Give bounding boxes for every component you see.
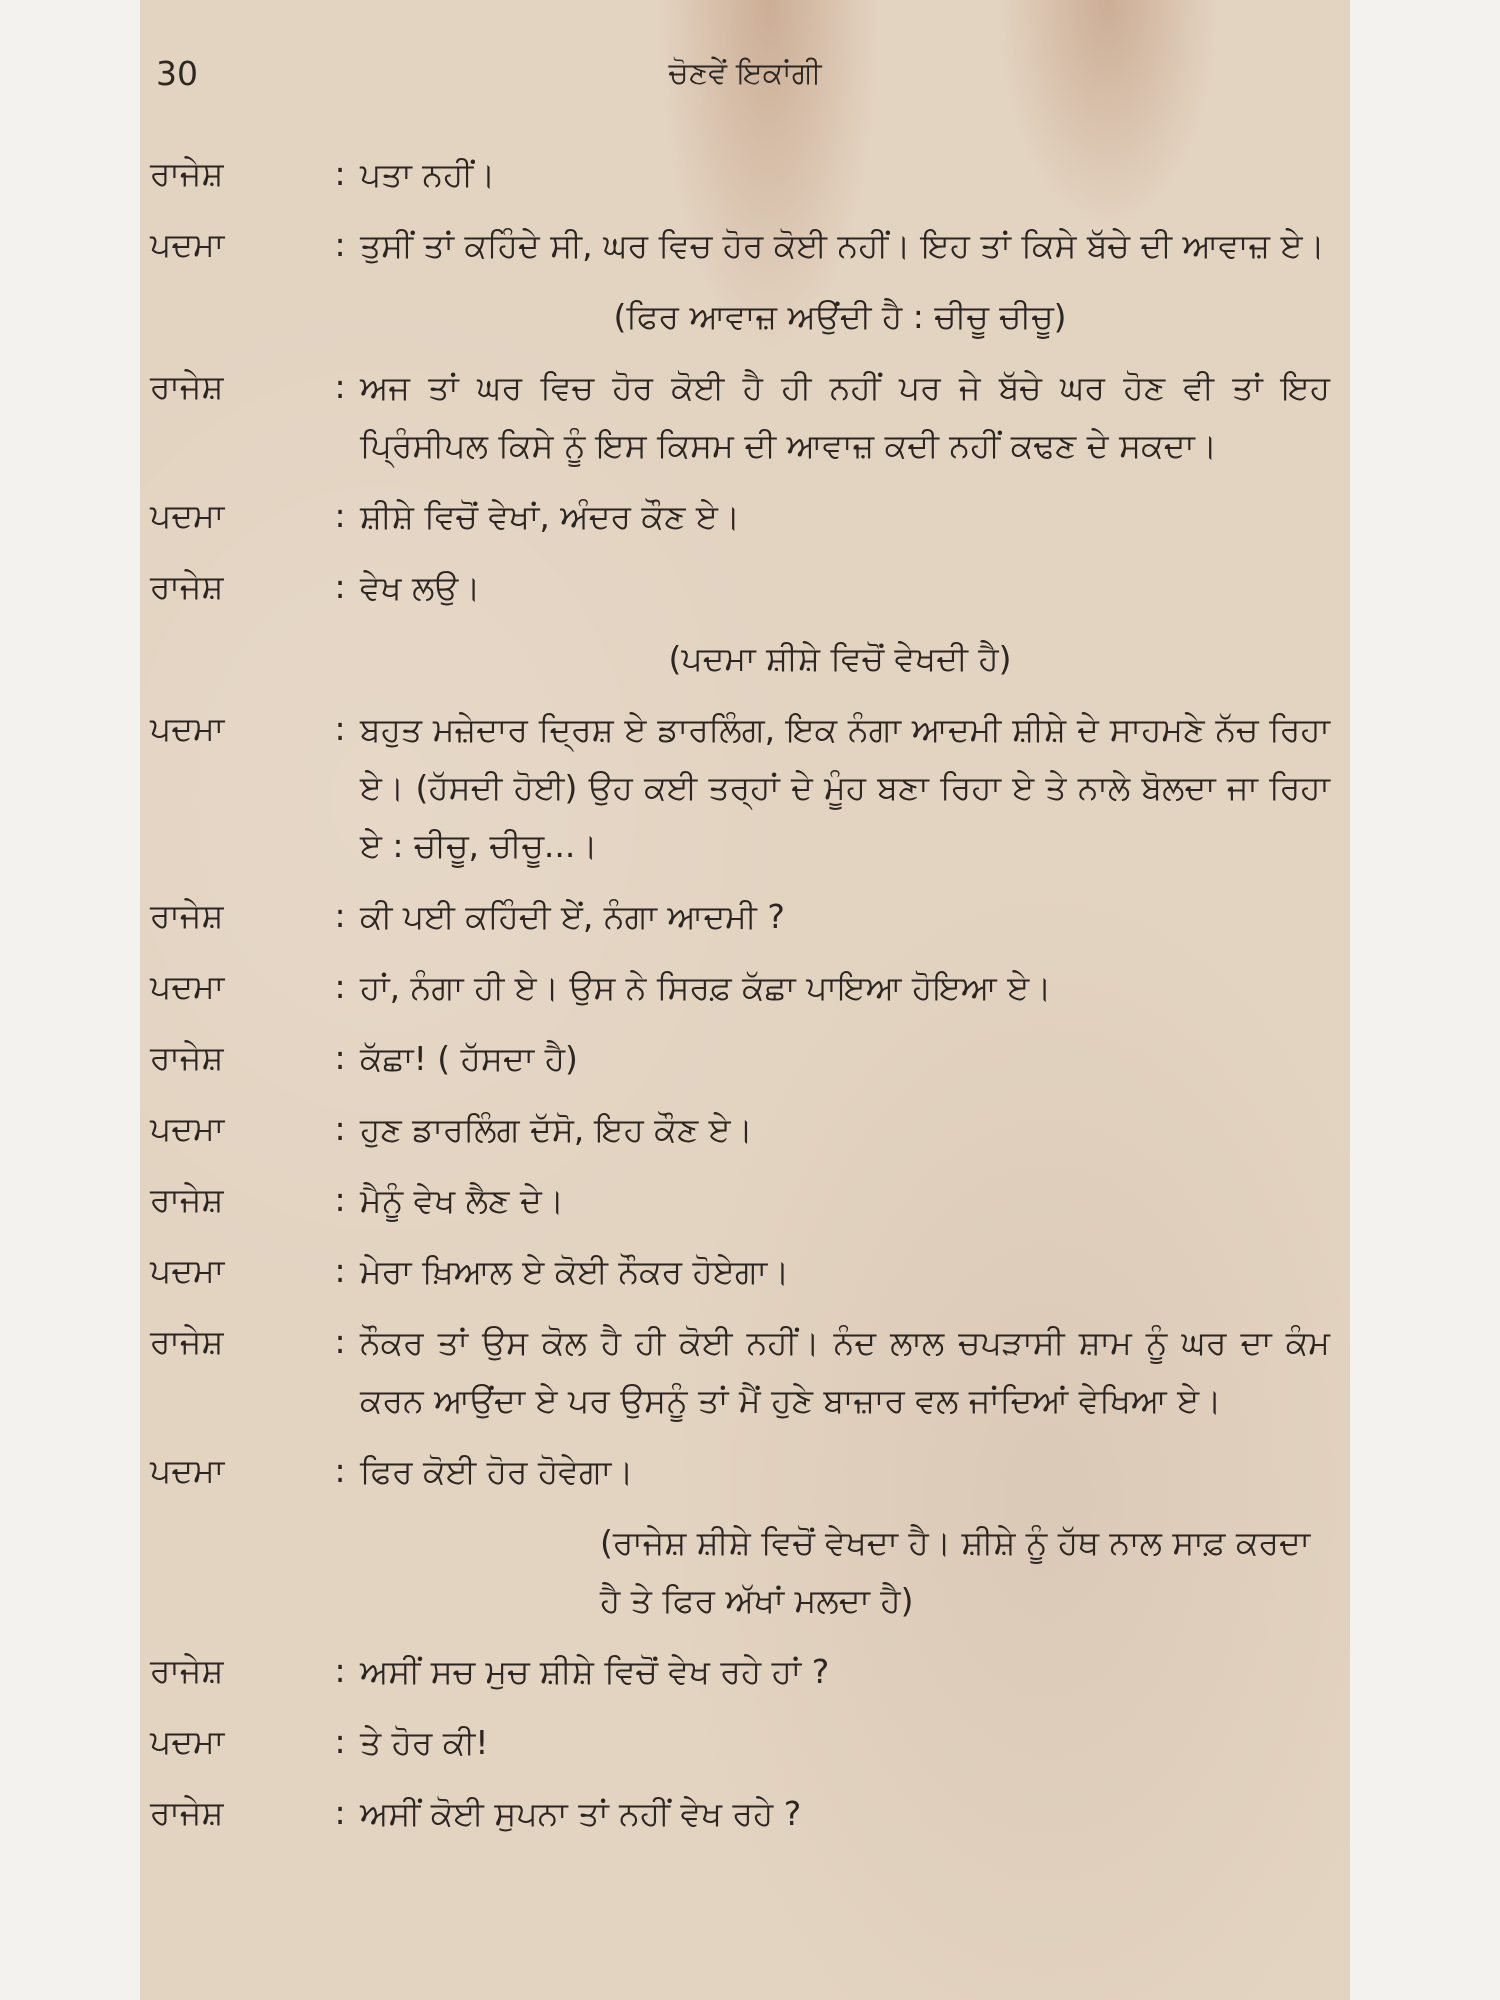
dialogue-line <box>150 488 1330 546</box>
dialogue-text: ਕੱਛਾ! ( ਹੱਸਦਾ ਹੈ) <box>360 1039 578 1078</box>
dialogue-line <box>150 559 1330 617</box>
speaker-colon: : <box>334 896 346 935</box>
book-page <box>140 0 1350 2000</box>
page-number: 30 <box>156 54 198 93</box>
speaker-name: ਪਦਮਾ <box>150 225 225 264</box>
speaker-colon: : <box>334 1180 346 1219</box>
dialogue-text: ਹਾਂ, ਨੰਗਾ ਹੀ ਏ। ਉਸ ਨੇ ਸਿਰਫ਼ ਕੱਛਾ ਪਾਇਆ ਹੋਇਆ ਏ। <box>360 968 1052 1007</box>
dialogue-line <box>150 1314 1330 1430</box>
speaker-name: ਪਦਮਾ <box>150 1722 225 1761</box>
dialogue-line <box>150 217 1330 275</box>
dialogue-text: ਤੁਸੀਂ ਤਾਂ ਕਹਿੰਦੇ ਸੀ, ਘਰ ਵਿਚ ਹੋਰ ਕੋਈ ਨਹੀਂ। ਇਹ ਤਾਂ ਕਿਸੇ ਬੱਚੇ ਦੀ ਆਵਾਜ਼ ਏ। <box>360 226 1325 265</box>
running-title: ਚੋਣਵੇਂ ਇਕਾਂਗੀ <box>668 56 822 91</box>
speaker-name: ਪਦਮਾ <box>150 1451 225 1490</box>
dialogue-line <box>150 1643 1330 1701</box>
dialogue-text: ਬਹੁਤ ਮਜ਼ੇਦਾਰ ਦ੍ਰਿਸ਼ ਏ ਡਾਰਲਿੰਗ, ਇਕ ਨੰਗਾ ਆਦਮੀ ਸ਼ੀਸ਼ੇ ਦੇ ਸਾਹਮਣੇ ਨੱਚ ਰਿਹਾ ਏ। (ਹੱਸਦੀ ਹੋਈ) ਉਹ ਕਈ ਤਰ੍ਹਾਂ ਦੇ ਮੂੰਹ ਬਣਾ ਰਿਹਾ ਏ ਤੇ ਨਾਲੇ ਬੋਲਦਾ ਜਾ ਰਿਹਾ ਏ : ਚੀਚੂ, ਚੀਚੂ...। <box>360 710 1330 865</box>
speaker-name: ਪਦਮਾ <box>150 1109 225 1148</box>
speaker-colon: : <box>334 709 346 748</box>
speaker-colon: : <box>334 225 346 264</box>
dialogue-line <box>150 701 1330 875</box>
dialogue-line <box>150 1243 1330 1301</box>
speaker-colon: : <box>334 1322 346 1361</box>
dialogue-text: ਸ਼ੀਸ਼ੇ ਵਿਚੋਂ ਵੇਖਾਂ, ਅੰਦਰ ਕੌਣ ਏ। <box>360 497 741 536</box>
speaker-name: ਪਦਮਾ <box>150 967 225 1006</box>
speaker-colon: : <box>334 1251 346 1290</box>
speaker-name: ਰਾਜੇਸ਼ <box>150 567 224 606</box>
dialogue-line <box>150 146 1330 204</box>
dialogue-text: ਨੌਕਰ ਤਾਂ ਉਸ ਕੋਲ ਹੈ ਹੀ ਕੋਈ ਨਹੀਂ। ਨੰਦ ਲਾਲ ਚਪੜਾਸੀ ਸ਼ਾਮ ਨੂੰ ਘਰ ਦਾ ਕੰਮ ਕਰਨ ਆਉਂਦਾ ਏ ਪਰ ਉਸਨੂੰ ਤਾਂ ਮੈਂ ਹੁਣੇ ਬਾਜ਼ਾਰ ਵਲ ਜਾਂਦਿਆਂ ਵੇਖਿਆ ਏ। <box>360 1323 1330 1420</box>
dialogue-text: ਤੇ ਹੋਰ ਕੀ! <box>360 1723 489 1762</box>
stage-direction: (ਪਦਮਾ ਸ਼ੀਸ਼ੇ ਵਿਚੋਂ ਵੇਖਦੀ ਹੈ) <box>668 639 1012 678</box>
speaker-colon: : <box>334 1722 346 1761</box>
speaker-colon: : <box>334 1038 346 1077</box>
speaker-name: ਪਦਮਾ <box>150 1251 225 1290</box>
dialogue-line <box>150 1785 1330 1843</box>
dialogue-text: ਮੇਰਾ ਖ਼ਿਆਲ ਏ ਕੋਈ ਨੌਕਰ ਹੋਏਗਾ। <box>360 1252 790 1291</box>
dialogue-line <box>150 1030 1330 1088</box>
dialogue-line <box>150 1172 1330 1230</box>
speaker-colon: : <box>334 1793 346 1832</box>
speaker-colon: : <box>334 1651 346 1690</box>
dialogue-line <box>150 959 1330 1017</box>
dialogue-text: ਪਤਾ ਨਹੀਂ। <box>360 155 496 194</box>
dialogue-line <box>150 1101 1330 1159</box>
dialogue-text: ਮੈਨੂੰ ਵੇਖ ਲੈਣ ਦੇ। <box>360 1181 565 1220</box>
dialogue-text: ਹੁਣ ਡਾਰਲਿੰਗ ਦੱਸੋ, ਇਹ ਕੌਣ ਏ। <box>360 1110 753 1149</box>
speaker-colon: : <box>334 496 346 535</box>
dialogue-line <box>150 1443 1330 1501</box>
speaker-colon: : <box>334 367 346 406</box>
dialogue-line <box>150 888 1330 946</box>
dialogue-text: ਅਸੀਂ ਕੋਈ ਸੁਪਨਾ ਤਾਂ ਨਹੀਂ ਵੇਖ ਰਹੇ ? <box>360 1794 802 1833</box>
speaker-name: ਰਾਜੇਸ਼ <box>150 154 224 193</box>
stage-direction: (ਫਿਰ ਆਵਾਜ਼ ਅਉਂਦੀ ਹੈ : ਚੀਚੂ ਚੀਚੂ) <box>613 297 1067 336</box>
dialogue-text: ਕੀ ਪਈ ਕਹਿੰਦੀ ਏਂ, ਨੰਗਾ ਆਦਮੀ ? <box>360 897 785 936</box>
speaker-colon: : <box>334 567 346 606</box>
dialogue-text: ਅਸੀਂ ਸਚ ਮੁਚ ਸ਼ੀਸ਼ੇ ਵਿਚੋਂ ਵੇਖ ਰਹੇ ਹਾਂ ? <box>360 1652 830 1691</box>
stage-direction: (ਰਾਜੇਸ਼ ਸ਼ੀਸ਼ੇ ਵਿਚੋਂ ਵੇਖਦਾ ਹੈ। ਸ਼ੀਸ਼ੇ ਨੂੰ ਹੱਥ ਨਾਲ ਸਾਫ਼ ਕਰਦਾ ਹੈ ਤੇ ਫਿਰ ਅੱਖਾਂ ਮਲਦਾ ਹੈ) <box>600 1523 1311 1620</box>
dialogue-line <box>150 1714 1330 1772</box>
speaker-name: ਪਦਮਾ <box>150 496 225 535</box>
speaker-colon: : <box>334 1451 346 1490</box>
speaker-name: ਰਾਜੇਸ਼ <box>150 1651 224 1690</box>
speaker-name: ਰਾਜੇਸ਼ <box>150 896 224 935</box>
speaker-name: ਪਦਮਾ <box>150 709 225 748</box>
play-script <box>150 146 1330 1856</box>
dialogue-text: ਫਿਰ ਕੋਈ ਹੋਰ ਹੋਵੇਗਾ। <box>360 1452 634 1491</box>
speaker-colon: : <box>334 154 346 193</box>
speaker-name: ਰਾਜੇਸ਼ <box>150 1180 224 1219</box>
speaker-name: ਰਾਜੇਸ਼ <box>150 1038 224 1077</box>
dialogue-line <box>150 359 1330 475</box>
speaker-name: ਰਾਜੇਸ਼ <box>150 1793 224 1832</box>
speaker-colon: : <box>334 1109 346 1148</box>
dialogue-text: ਅਜ ਤਾਂ ਘਰ ਵਿਚ ਹੋਰ ਕੋਈ ਹੈ ਹੀ ਨਹੀਂ ਪਰ ਜੇ ਬੱਚੇ ਘਰ ਹੋਣ ਵੀ ਤਾਂ ਇਹ ਪ੍ਰਿੰਸੀਪਲ ਕਿਸੇ ਨੂੰ ਇਸ ਕਿਸਮ ਦੀ ਆਵਾਜ਼ ਕਦੀ ਨਹੀਂ ਕਢਣ ਦੇ ਸਕਦਾ। <box>360 368 1330 465</box>
dialogue-text: ਵੇਖ ਲਉ। <box>360 568 481 607</box>
speaker-name: ਰਾਜੇਸ਼ <box>150 367 224 406</box>
speaker-colon: : <box>334 967 346 1006</box>
page-header <box>140 52 1350 96</box>
speaker-name: ਰਾਜੇਸ਼ <box>150 1322 224 1361</box>
